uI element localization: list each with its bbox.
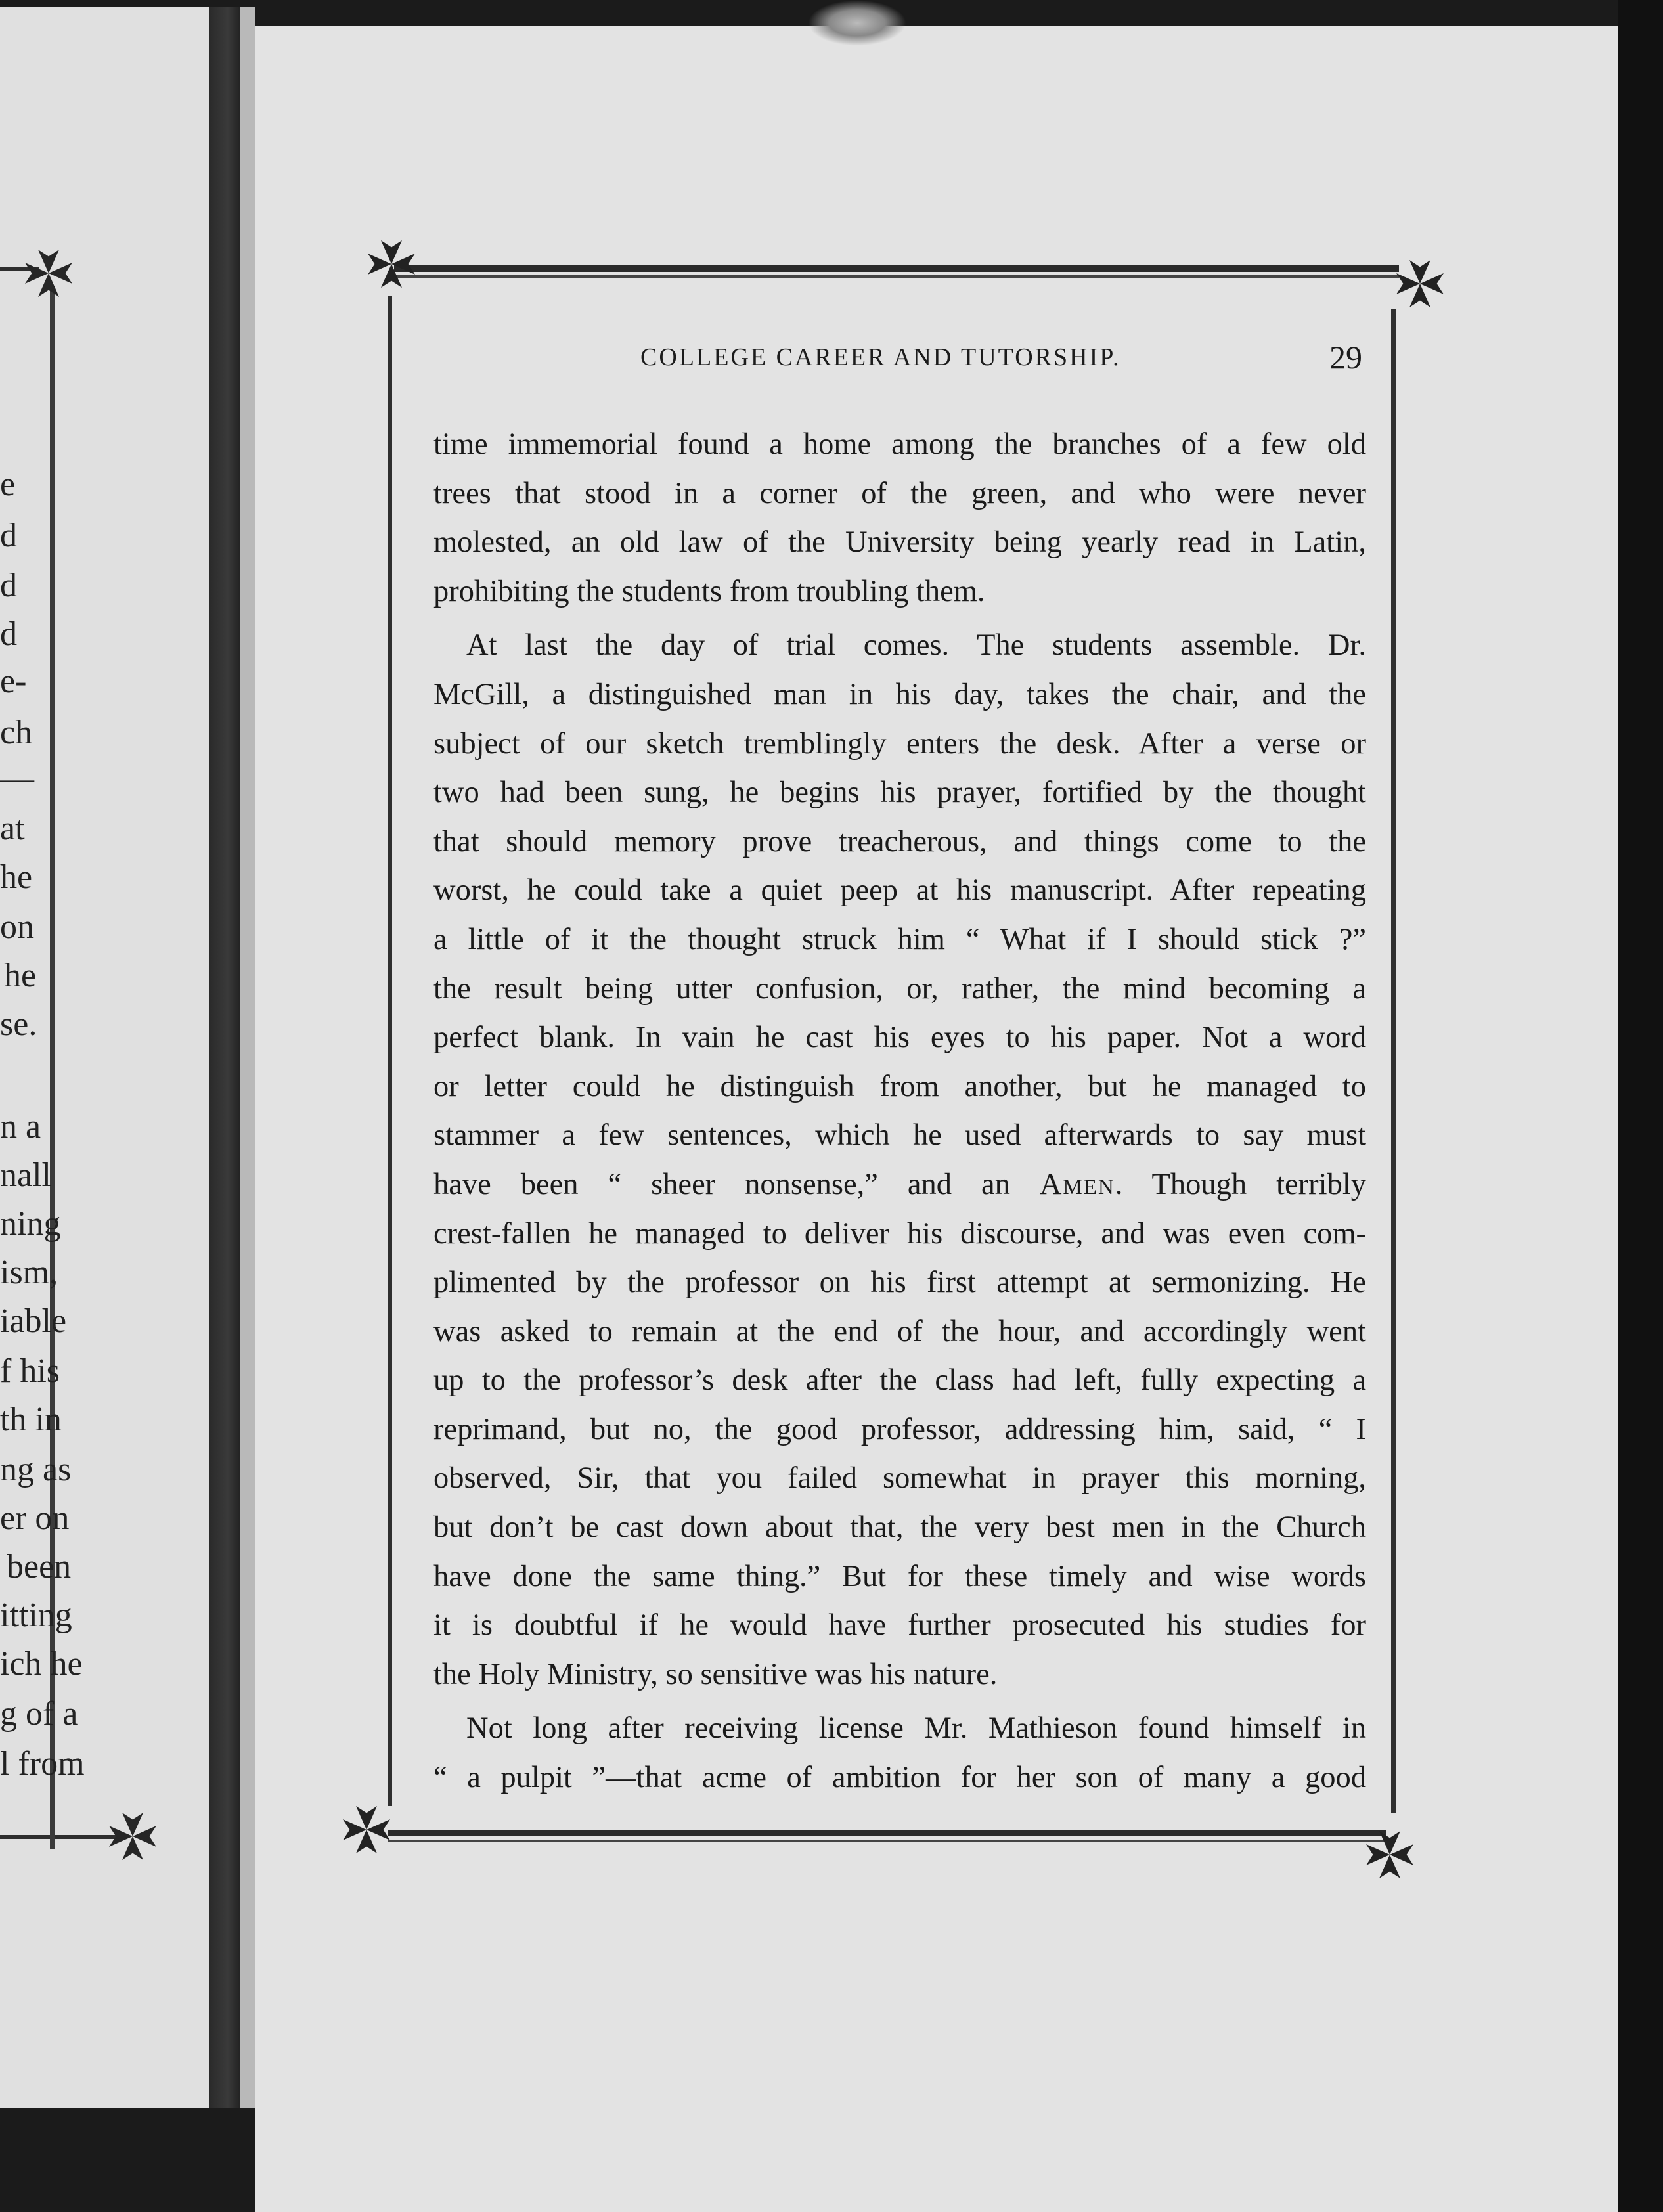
frame-right-rule [1391,309,1396,1813]
book-gutter [209,7,240,2108]
fragment: been [7,1548,72,1585]
text-line-tail: . Though terribly [1115,1167,1366,1201]
text-line: the result being utter confusion, or, rather, the mind becoming a [433,971,1366,1006]
text-line: the Holy Ministry, so sensitive was his nature. [433,1657,998,1691]
amen-word: Amen [1039,1167,1115,1201]
text-line: trees that stood in a corner of the green, and who were never [433,476,1366,510]
facing-page-text-fragments [0,0,209,2102]
fragment: he [4,957,37,994]
text-line: At last the day of trial comes. The students assemble. Dr. [466,629,1366,663]
text-line: observed, Sir, that you failed somewhat in prayer this morning, [433,1461,1366,1495]
fragment: ch [0,714,33,751]
text-line: time immemorial found a home among the branches of a few old [433,428,1366,461]
fragment: at [0,810,25,847]
fragment: d [0,615,17,653]
fragment: itting [0,1597,72,1634]
text-line: worst, he could take a quiet peep at his manuscript. After repeating [433,874,1366,908]
fragment: e- [0,663,27,700]
maltese-cross-ornament-icon [365,238,418,290]
fragment: th in [0,1401,62,1438]
frame-bottom-rule [388,1830,1386,1836]
text-line: up to the professor’s desk after the class had left, fully expecting a [433,1363,1366,1398]
maltese-cross-ornament-icon [1394,257,1446,310]
fragment: iable [0,1302,67,1340]
text-line: two had been sung, he begins his prayer, fortified by the thought [433,776,1366,810]
page-number: 29 [1329,339,1362,376]
gutter-edge [240,7,255,2108]
fragment: er on [0,1499,70,1537]
fragment: ich he [0,1645,83,1683]
text-line: plimented by the professor on his first attempt at sermonizing. He [433,1266,1366,1300]
fragment: n a [0,1108,41,1145]
fragment: he [0,858,33,896]
fragment: f his [0,1352,60,1390]
fragment: on [0,908,34,946]
text-line: that should memory prove treacherous, and things come to the [433,824,1366,858]
text-line-with-amen [433,1161,1366,1210]
text-line: McGill, a distinguished man in his day, takes the chair, and the [433,677,1366,711]
page-edge-shadow [1618,0,1663,2212]
frame-top-rule-thin [394,275,1399,278]
text-line: reprimand, but no, the good professor, addressing him, said, “ I [433,1412,1366,1446]
text-line: molested, an old law of the University being yearly read in Latin, [433,525,1366,560]
maltese-cross-ornament-icon [1364,1828,1416,1881]
fragment: e [0,466,16,503]
text-line: it is doubtful if he would have further prosecuted his studies for [433,1608,1366,1643]
fragment: — [0,760,34,797]
running-head: COLLEGE CAREER AND TUTORSHIP. [640,343,1121,371]
text-line: a little of it the thought struck him “ What if I should stick ?” [433,922,1366,956]
text-line: or letter could he distinguish from another, but he managed to [433,1069,1366,1103]
text-line: crest-fallen he managed to deliver his discourse, and was even com- [433,1216,1366,1250]
fragment: nall [0,1157,51,1194]
text-line: prohibiting the students from troubling them. [433,574,985,608]
fragment: d [0,567,17,604]
text-line: stammer a few sentences, which he used afterwards to say must [433,1118,1366,1153]
frame-left-rule [388,296,392,1806]
text-line: have done the same thing.” But for these timely and wise words [433,1559,1366,1593]
body-text [433,420,1366,1803]
text-line: Not long after receiving license Mr. Mathieson found himself in [466,1712,1366,1746]
fragment: d [0,517,17,554]
text-line-head: have been “ sheer nonsense,” and an [433,1167,1010,1201]
text-line: subject of our sketch tremblingly enters the desk. After a verse or [433,726,1366,761]
maltese-cross-ornament-icon [340,1803,393,1856]
text-line: but don’t be cast down about that, the very best men in the Church [433,1511,1366,1545]
fragment: l from [0,1745,85,1782]
text-line: was asked to remain at the end of the hour, and accordingly went [433,1314,1366,1348]
fragment: g of a [0,1695,78,1733]
frame-bottom-rule-thin [388,1840,1386,1842]
text-line: perfect blank. In vain he cast his eyes to his paper. Not a word [433,1021,1366,1055]
fragment: ning [0,1205,61,1243]
frame-top-rule [394,265,1399,272]
fragment: ism, [0,1254,58,1291]
text-line: “ a pulpit ”—that acme of ambition for her son of many a good [433,1761,1366,1795]
paper-blemish [808,0,906,46]
fragment: se. [0,1006,37,1043]
fragment: ng as [0,1451,72,1488]
